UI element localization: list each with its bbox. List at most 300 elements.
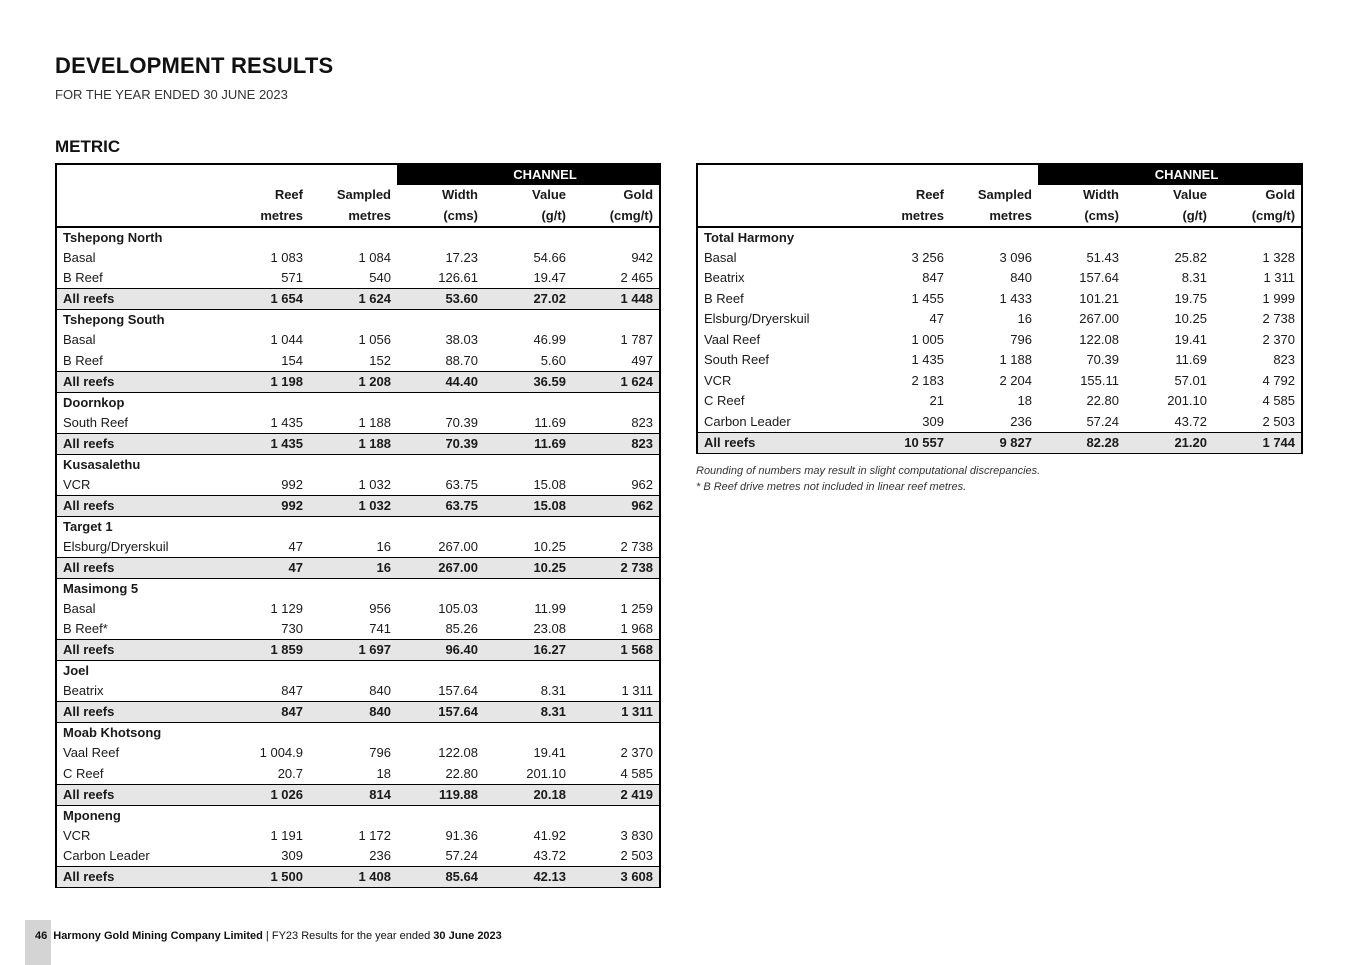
- reef-name: South Reef: [63, 414, 129, 430]
- gold-cmgt: 4 792: [1262, 372, 1296, 388]
- total-gold-cmgt: 1 568: [572, 640, 660, 661]
- total-gold-cmgt: 1 311: [572, 702, 660, 723]
- header-channel: CHANNEL: [397, 164, 660, 185]
- total-gold-cmgt: 2 738: [572, 557, 660, 578]
- total-value-gt: 11.69: [484, 433, 572, 454]
- sampled-metres: 1 433: [999, 290, 1032, 306]
- total-reef-name: All reefs: [56, 557, 236, 578]
- total-value-gt: 15.08: [484, 495, 572, 516]
- total-sampled-metres: 1 697: [309, 640, 397, 661]
- group-blank: [236, 516, 309, 537]
- total-reef-name: All reefs: [56, 371, 236, 392]
- group-blank: [236, 310, 309, 331]
- total-reef-metres: 1 026: [236, 784, 309, 805]
- sampled-metres: 3 096: [999, 249, 1032, 265]
- header-channel-row: [56, 164, 660, 185]
- total-value-gt: 21.20: [1125, 432, 1213, 453]
- header-width: Width: [442, 187, 478, 203]
- section-heading: METRIC: [55, 137, 121, 156]
- total-sampled-metres: 840: [309, 702, 397, 723]
- table-row: [56, 413, 660, 434]
- width-cms: 101.21: [1079, 290, 1119, 306]
- reef-name: B Reef: [704, 290, 744, 306]
- width-cms: 267.00: [1079, 311, 1119, 327]
- total-reef-metres: 47: [236, 557, 309, 578]
- group-blank: [309, 723, 397, 744]
- group-blank: [236, 805, 309, 826]
- width-cms: 126.61: [438, 270, 478, 285]
- group-blank: [309, 516, 397, 537]
- gold-cmgt: 3 830: [620, 827, 654, 843]
- total-reef-metres: 1 859: [236, 640, 309, 661]
- header-sampled-unit: metres: [309, 206, 397, 227]
- value-gt: 19.41: [533, 745, 566, 761]
- sampled-metres: 236: [369, 848, 391, 863]
- group-name: Moab Khotsong: [63, 725, 162, 740]
- total-row: [56, 289, 660, 310]
- value-gt: 23.08: [533, 621, 566, 636]
- header-blank: [309, 164, 397, 185]
- gold-cmgt: 497: [631, 352, 654, 368]
- table-row: [56, 826, 660, 847]
- value-gt: 43.72: [533, 848, 566, 863]
- reef-name: South Reef: [704, 352, 770, 368]
- group-heading-row: [697, 227, 1302, 248]
- table-row: [697, 248, 1302, 269]
- group-heading-row: [56, 578, 660, 599]
- width-cms: 91.36: [445, 827, 478, 843]
- total-value-gt: 42.13: [484, 867, 572, 888]
- sampled-metres: 1 056: [358, 332, 391, 348]
- footer-separator: |: [262, 930, 272, 942]
- group-name: Masimong 5: [63, 580, 139, 596]
- group-blank: [484, 310, 572, 331]
- reef-metres: 1 044: [270, 332, 303, 348]
- footer-date: 30 June 2023: [433, 930, 502, 942]
- width-cms: 63.75: [445, 476, 478, 492]
- total-row: [56, 433, 660, 454]
- width-cms: 51.43: [1086, 249, 1119, 265]
- reef-metres: 20.7: [277, 765, 303, 781]
- total-row: [56, 557, 660, 578]
- header-blank: [56, 164, 236, 185]
- group-name: Kusasalethu: [63, 456, 141, 472]
- value-gt: 10.25: [533, 538, 566, 554]
- reef-metres: 1 435: [911, 352, 944, 368]
- group-blank: [484, 227, 572, 248]
- total-gold-cmgt: 1 448: [572, 289, 660, 310]
- width-cms: 57.24: [1086, 413, 1119, 429]
- reef-name: Vaal Reef: [704, 331, 761, 347]
- total-sampled-metres: 1 188: [309, 433, 397, 454]
- gold-cmgt: 1 968: [620, 621, 654, 636]
- reef-name: Basal: [63, 249, 96, 265]
- width-cms: 22.80: [445, 765, 478, 781]
- width-cms: 17.23: [445, 249, 478, 265]
- reef-name: B Reef: [63, 270, 103, 285]
- sampled-metres: 18: [376, 765, 391, 781]
- width-cms: 157.64: [438, 683, 478, 698]
- total-value-gt: 27.02: [484, 289, 572, 310]
- reef-metres: 730: [281, 621, 303, 636]
- page-number: 46: [35, 930, 48, 942]
- group-name: Total Harmony: [704, 229, 795, 245]
- value-gt: 11.69: [1175, 352, 1207, 368]
- group-blank: [236, 392, 309, 413]
- reef-metres: 309: [922, 413, 944, 429]
- group-blank: [1125, 227, 1213, 248]
- gold-cmgt: 942: [631, 249, 654, 265]
- group-blank: [484, 578, 572, 599]
- group-heading-row: [56, 454, 660, 475]
- total-sampled-metres: 1 408: [309, 867, 397, 888]
- group-blank: [572, 578, 660, 599]
- total-sampled-metres: 1 624: [309, 289, 397, 310]
- total-reef-metres: 847: [236, 702, 309, 723]
- total-reef-metres: 10 557: [877, 432, 950, 453]
- value-gt: 11.69: [534, 414, 566, 430]
- group-blank: [484, 661, 572, 682]
- total-width-cms: 96.40: [397, 640, 484, 661]
- page-subtitle: FOR THE YEAR ENDED 30 JUNE 2023: [55, 87, 288, 102]
- group-blank: [309, 661, 397, 682]
- footnotes: [696, 464, 1040, 495]
- total-row: [56, 371, 660, 392]
- group-blank: [397, 227, 484, 248]
- value-gt: 15.08: [533, 476, 566, 492]
- value-gt: 25.82: [1174, 249, 1207, 265]
- group-name: Tshepong South: [63, 312, 165, 327]
- page-footer: [35, 930, 502, 942]
- value-gt: 19.47: [533, 270, 566, 285]
- gold-cmgt: 2 370: [1262, 331, 1296, 347]
- group-blank: [572, 805, 660, 826]
- gold-cmgt: 2 738: [620, 538, 654, 554]
- sampled-metres: 840: [1010, 270, 1032, 286]
- reef-name: B Reef: [63, 352, 103, 368]
- reef-name: Elsburg/Dryerskuil: [63, 538, 169, 554]
- total-width-cms: 63.75: [397, 495, 484, 516]
- total-gold-cmgt: 1 744: [1213, 432, 1302, 453]
- group-blank: [877, 227, 950, 248]
- gold-cmgt: 2 738: [1262, 311, 1296, 327]
- width-cms: 70.39: [1086, 352, 1119, 368]
- width-cms: 22.80: [1086, 393, 1119, 409]
- footer-page-tab: [25, 920, 51, 965]
- footer-company: Harmony Gold Mining Company Limited: [53, 930, 263, 942]
- total-width-cms: 53.60: [397, 289, 484, 310]
- total-reef-metres: 992: [236, 495, 309, 516]
- table-row: [56, 743, 660, 764]
- group-blank: [572, 723, 660, 744]
- left-results-table: [55, 163, 661, 888]
- gold-cmgt: 2 465: [620, 270, 654, 285]
- gold-cmgt: 962: [631, 476, 654, 492]
- group-blank: [950, 227, 1038, 248]
- value-gt: 5.60: [540, 352, 566, 368]
- total-reef-metres: 1 198: [236, 371, 309, 392]
- header-blank: [950, 164, 1038, 185]
- sampled-metres: 18: [1017, 393, 1032, 409]
- sampled-metres: 796: [1010, 331, 1032, 347]
- value-gt: 43.72: [1174, 413, 1207, 429]
- total-gold-cmgt: 1 624: [572, 371, 660, 392]
- total-row: [697, 432, 1302, 453]
- reef-metres: 571: [281, 270, 303, 285]
- group-blank: [236, 578, 309, 599]
- total-sampled-metres: 1 032: [309, 495, 397, 516]
- header-reef: Reef: [915, 187, 944, 203]
- group-blank: [236, 661, 309, 682]
- gold-cmgt: 823: [631, 414, 654, 430]
- header-channel: CHANNEL: [1038, 164, 1302, 185]
- table-row: [56, 330, 660, 351]
- group-heading-row: [56, 227, 660, 248]
- value-gt: 201.10: [526, 765, 566, 781]
- gold-cmgt: 1 787: [620, 332, 654, 348]
- group-blank: [397, 516, 484, 537]
- header-blank: [697, 164, 877, 185]
- gold-cmgt: 4 585: [1262, 393, 1296, 409]
- value-gt: 8.31: [1181, 270, 1207, 286]
- total-width-cms: 85.64: [397, 867, 484, 888]
- group-blank: [397, 723, 484, 744]
- reef-metres: 47: [929, 311, 944, 327]
- header-reef-unit: metres: [877, 206, 950, 227]
- group-heading-row: [56, 805, 660, 826]
- reef-metres: 1 004.9: [259, 745, 303, 761]
- right-results-table: [696, 163, 1303, 454]
- value-gt: 19.41: [1174, 331, 1207, 347]
- footer-text: FY23 Results for the year ended: [271, 930, 434, 942]
- table-row: [56, 268, 660, 289]
- reef-metres: 847: [922, 270, 944, 286]
- group-blank: [484, 392, 572, 413]
- value-gt: 57.01: [1174, 372, 1207, 388]
- reef-name: Basal: [63, 332, 96, 348]
- group-name: Target 1: [63, 518, 113, 534]
- reef-name: VCR: [63, 476, 91, 492]
- width-cms: 70.39: [445, 414, 478, 430]
- reef-name: VCR: [704, 372, 732, 388]
- header-unit-row: [697, 206, 1302, 227]
- group-blank: [309, 578, 397, 599]
- sampled-metres: 16: [1017, 311, 1032, 327]
- reef-metres: 1 083: [270, 249, 303, 265]
- table-row: [56, 846, 660, 867]
- reef-name: Basal: [63, 600, 96, 616]
- total-width-cms: 157.64: [397, 702, 484, 723]
- table-row: [697, 309, 1302, 330]
- sampled-metres: 1 188: [999, 352, 1032, 368]
- total-sampled-metres: 1 208: [309, 371, 397, 392]
- total-reef-name: All reefs: [56, 784, 236, 805]
- group-blank: [484, 805, 572, 826]
- sampled-metres: 1 172: [358, 827, 391, 843]
- total-width-cms: 82.28: [1038, 432, 1125, 453]
- gold-cmgt: 1 999: [1262, 290, 1296, 306]
- group-name: Mponeng: [63, 807, 121, 823]
- value-gt: 54.66: [533, 249, 566, 265]
- group-blank: [484, 723, 572, 744]
- group-blank: [1038, 227, 1125, 248]
- table-row: [697, 371, 1302, 392]
- group-blank: [236, 454, 309, 475]
- header-blank: [877, 164, 950, 185]
- sampled-metres: 1 032: [358, 476, 391, 492]
- reef-metres: 992: [281, 476, 303, 492]
- group-blank: [236, 227, 309, 248]
- table-row: [56, 681, 660, 702]
- group-name: Tshepong North: [63, 229, 163, 245]
- group-heading-row: [56, 516, 660, 537]
- group-blank: [572, 310, 660, 331]
- table-row: [56, 475, 660, 496]
- reef-name: Carbon Leader: [63, 848, 150, 863]
- gold-cmgt: 2 503: [1262, 413, 1296, 429]
- group-blank: [1213, 227, 1302, 248]
- group-blank: [572, 392, 660, 413]
- total-value-gt: 36.59: [484, 371, 572, 392]
- total-width-cms: 44.40: [397, 371, 484, 392]
- width-cms: 155.11: [1080, 372, 1119, 388]
- sampled-metres: 236: [1010, 413, 1032, 429]
- total-reef-metres: 1 654: [236, 289, 309, 310]
- header-width: Width: [1083, 187, 1119, 203]
- total-reef-name: All reefs: [56, 289, 236, 310]
- value-gt: 10.25: [1174, 311, 1207, 327]
- group-blank: [397, 392, 484, 413]
- value-gt: 11.99: [534, 600, 566, 616]
- sampled-metres: 2 204: [999, 372, 1032, 388]
- group-blank: [572, 454, 660, 475]
- total-reef-metres: 1 435: [236, 433, 309, 454]
- table-row: [56, 599, 660, 620]
- width-cms: 57.24: [445, 848, 478, 863]
- total-gold-cmgt: 2 419: [572, 784, 660, 805]
- total-reef-name: All reefs: [56, 640, 236, 661]
- header-value: Value: [1173, 187, 1207, 203]
- width-cms: 38.03: [445, 332, 478, 348]
- value-gt: 201.10: [1167, 393, 1207, 409]
- reef-name: B Reef*: [63, 621, 108, 636]
- gold-cmgt: 1 311: [621, 683, 654, 698]
- header-label-row: [697, 185, 1302, 206]
- page-title: DEVELOPMENT RESULTS: [55, 53, 334, 78]
- group-heading-row: [56, 310, 660, 331]
- total-value-gt: 10.25: [484, 557, 572, 578]
- table-row: [56, 351, 660, 372]
- reef-name: Basal: [704, 249, 737, 265]
- total-row: [56, 702, 660, 723]
- total-row: [56, 495, 660, 516]
- reef-metres: 21: [929, 393, 944, 409]
- group-blank: [397, 805, 484, 826]
- reef-name: Carbon Leader: [704, 413, 791, 429]
- header-channel-row: [697, 164, 1302, 185]
- gold-cmgt: 823: [1273, 352, 1296, 368]
- value-gt: 19.75: [1174, 290, 1207, 306]
- header-blank: [56, 206, 236, 227]
- reef-metres: 1 435: [270, 414, 303, 430]
- total-sampled-metres: 16: [309, 557, 397, 578]
- value-gt: 46.99: [533, 332, 566, 348]
- total-width-cms: 119.88: [397, 784, 484, 805]
- group-blank: [397, 310, 484, 331]
- header-sampled: Sampled: [977, 187, 1032, 203]
- reef-name: Vaal Reef: [63, 745, 120, 761]
- group-heading-row: [56, 661, 660, 682]
- gold-cmgt: 1 328: [1262, 249, 1296, 265]
- table-row: [56, 537, 660, 558]
- table-row: [697, 330, 1302, 351]
- table-row: [56, 764, 660, 785]
- width-cms: 105.03: [438, 600, 478, 616]
- group-blank: [484, 516, 572, 537]
- sampled-metres: 1 188: [358, 414, 391, 430]
- group-blank: [309, 227, 397, 248]
- group-blank: [309, 310, 397, 331]
- table-row: [697, 350, 1302, 371]
- width-cms: 122.08: [1079, 331, 1119, 347]
- total-reef-name: All reefs: [56, 702, 236, 723]
- value-gt: 41.92: [533, 827, 566, 843]
- table-row: [697, 391, 1302, 412]
- header-value-unit: (g/t): [1125, 206, 1213, 227]
- total-reef-name: All reefs: [56, 867, 236, 888]
- total-sampled-metres: 814: [309, 784, 397, 805]
- total-width-cms: 267.00: [397, 557, 484, 578]
- total-gold-cmgt: 3 608: [572, 867, 660, 888]
- total-reef-name: All reefs: [56, 495, 236, 516]
- sampled-metres: 152: [369, 352, 391, 368]
- total-row: [56, 784, 660, 805]
- total-reef-name: All reefs: [56, 433, 236, 454]
- group-blank: [309, 454, 397, 475]
- total-gold-cmgt: 823: [572, 433, 660, 454]
- group-blank: [572, 661, 660, 682]
- reef-name: C Reef: [63, 765, 104, 781]
- header-blank: [236, 164, 309, 185]
- width-cms: 157.64: [1079, 270, 1119, 286]
- table-row: [56, 619, 660, 640]
- sampled-metres: 540: [369, 270, 391, 285]
- total-reef-name: All reefs: [697, 432, 877, 453]
- gold-cmgt: 4 585: [620, 765, 654, 781]
- gold-cmgt: 1 311: [1263, 270, 1296, 286]
- group-blank: [397, 454, 484, 475]
- width-cms: 122.08: [438, 745, 478, 761]
- table-row: [697, 289, 1302, 310]
- reef-metres: 1 455: [911, 290, 944, 306]
- width-cms: 88.70: [445, 352, 478, 368]
- header-value: Value: [532, 187, 566, 203]
- group-heading-row: [56, 723, 660, 744]
- reef-name: VCR: [63, 827, 91, 843]
- sampled-metres: 956: [369, 600, 391, 616]
- total-sampled-metres: 9 827: [950, 432, 1038, 453]
- header-gold: Gold: [1265, 187, 1296, 203]
- total-row: [56, 640, 660, 661]
- footnote-rounding: Rounding of numbers may result in slight computational discrepancies.: [696, 465, 1041, 477]
- group-blank: [572, 516, 660, 537]
- reef-metres: 1 129: [270, 600, 303, 616]
- total-gold-cmgt: 962: [572, 495, 660, 516]
- header-reef-unit: metres: [236, 206, 309, 227]
- header-blank: [697, 206, 877, 227]
- total-row: [56, 867, 660, 888]
- reef-metres: 47: [288, 538, 303, 554]
